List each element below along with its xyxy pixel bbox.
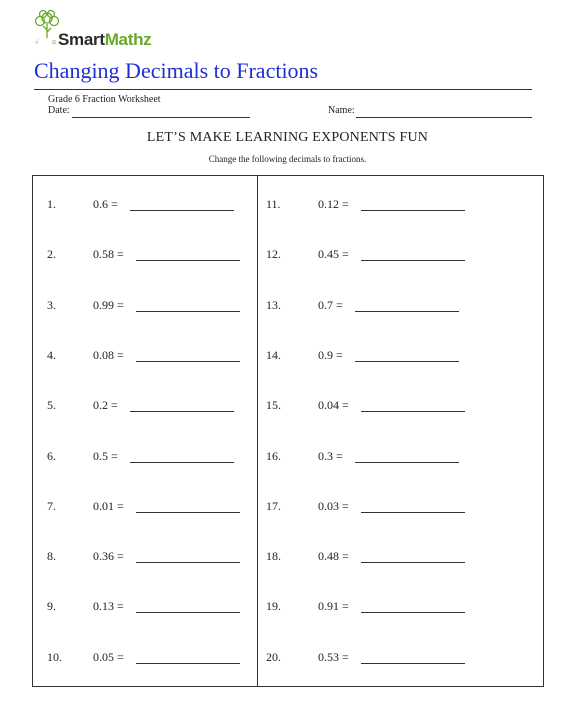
answer-line[interactable] — [136, 663, 240, 664]
question-number: 15. — [266, 398, 281, 413]
question-expression: 0.01 = — [93, 498, 124, 513]
question-number: 20. — [266, 649, 281, 664]
question-number: 2. — [47, 247, 56, 262]
name-label: Name: — [328, 105, 355, 116]
question-expression: 0.12 = — [318, 197, 349, 211]
question-number: 8. — [47, 549, 56, 564]
worksheet-heading: LET’S MAKE LEARNING EXPONENTS FUN — [146, 130, 429, 145]
question-expression: 0.2 = — [93, 398, 118, 413]
date-field[interactable] — [72, 117, 250, 118]
answer-line[interactable] — [136, 260, 240, 261]
question-number: 3. — [47, 297, 56, 312]
question-expression: 0.5 = — [93, 448, 118, 463]
question-number: 5. — [47, 398, 56, 413]
question-number: 18. — [266, 549, 281, 564]
svg-text:√: √ — [35, 39, 39, 46]
question-expression: 0.58 = — [93, 247, 124, 262]
answer-line[interactable] — [130, 411, 234, 412]
answer-line[interactable] — [136, 512, 240, 513]
question-number: 7. — [47, 498, 56, 513]
name-field[interactable] — [356, 117, 532, 118]
answer-line[interactable] — [361, 260, 465, 261]
question-expression: 0.53 = — [318, 649, 349, 664]
question-expression: 0.99 = — [93, 297, 124, 312]
answer-line[interactable] — [130, 210, 234, 211]
answer-line[interactable] — [136, 361, 240, 362]
answer-line[interactable] — [361, 210, 465, 211]
question-number: 19. — [266, 599, 281, 614]
answer-line[interactable] — [355, 462, 459, 463]
brand-name: SmartMathz — [58, 30, 152, 49]
answer-line[interactable] — [355, 311, 459, 312]
question-number: 10. — [47, 649, 62, 664]
question-expression: 0.13 = — [93, 599, 124, 614]
answer-line[interactable] — [361, 612, 465, 613]
title-rule — [34, 89, 532, 90]
question-number: 1. — [47, 197, 56, 211]
smartmathz-logo — [32, 8, 192, 54]
question-number: 11. — [266, 197, 281, 211]
grade-label: Grade 6 Fraction Worksheet — [48, 94, 161, 105]
question-number: 4. — [47, 347, 56, 362]
answer-line[interactable] — [361, 411, 465, 412]
answer-line[interactable] — [361, 512, 465, 513]
question-number: 9. — [47, 599, 56, 614]
answer-line[interactable] — [355, 361, 459, 362]
instructions: Change the following decimals to fractions. — [208, 154, 367, 164]
column-divider — [257, 175, 258, 687]
question-expression: 0.48 = — [318, 549, 349, 564]
question-expression: 0.03 = — [318, 498, 349, 513]
question-number: 17. — [266, 498, 281, 513]
question-number: 12. — [266, 247, 281, 262]
question-number: 6. — [47, 448, 56, 463]
question-expression: 0.45 = — [318, 247, 349, 262]
page-title: Changing Decimals to Fractions — [34, 58, 319, 83]
answer-line[interactable] — [130, 462, 234, 463]
question-expression: 0.9 = — [318, 347, 343, 362]
question-number: 14. — [266, 347, 281, 362]
question-number: 16. — [266, 448, 281, 463]
svg-text:π: π — [52, 39, 56, 46]
answer-line[interactable] — [136, 311, 240, 312]
answer-line[interactable] — [361, 562, 465, 563]
question-expression: 0.36 = — [93, 549, 124, 564]
question-expression: 0.91 = — [318, 599, 349, 614]
question-expression: 0.7 = — [318, 297, 343, 312]
question-expression: 0.04 = — [318, 398, 349, 413]
question-expression: 0.3 = — [318, 448, 343, 463]
question-number: 13. — [266, 297, 281, 312]
date-label: Date: — [48, 105, 70, 116]
question-expression: 0.6 = — [93, 197, 118, 211]
answer-line[interactable] — [136, 612, 240, 613]
question-expression: 0.08 = — [93, 347, 124, 362]
answer-line[interactable] — [136, 562, 240, 563]
question-expression: 0.05 = — [93, 649, 124, 664]
answer-line[interactable] — [361, 663, 465, 664]
